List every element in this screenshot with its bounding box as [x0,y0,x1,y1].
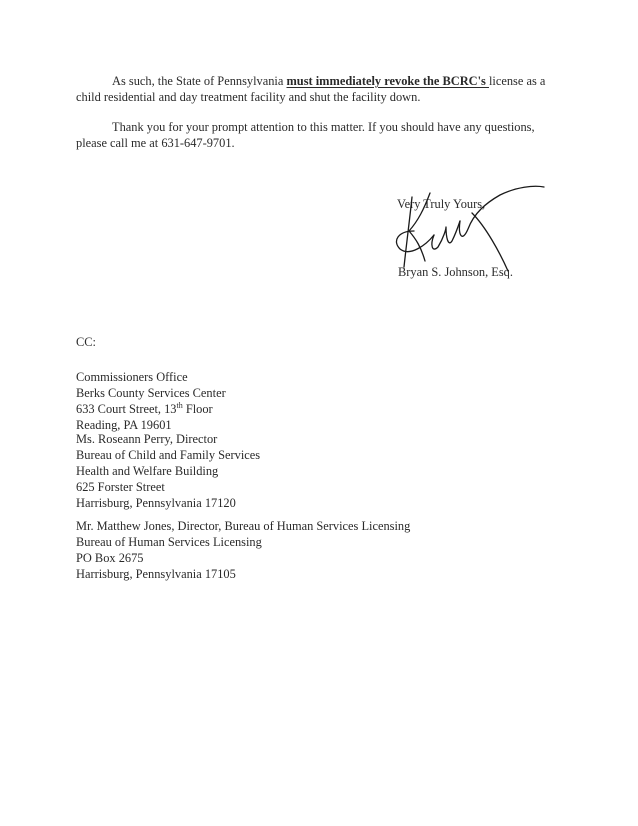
cc-label: CC: [76,335,96,349]
recipient-line: Ms. Roseann Perry, Director [76,432,218,446]
recipient-line: Health and Welfare Building [76,464,219,478]
closing-salutation: Very Truly Yours, [397,197,486,211]
handwritten-signature [376,183,556,275]
recipient-line: PO Box 2675 [76,551,144,565]
ordinal-suffix: th [176,400,183,410]
thank-you-paragraph [76,119,566,151]
recipient-line: Mr. Matthew Jones, Director, Bureau of Human Services Licensing [76,519,411,533]
revocation-text-start: As such, the State of Pennsylvania [112,74,287,88]
revocation-emphasis: must immediately revoke the BCRC's [286,74,489,88]
recipient-line: Berks County Services Center [76,386,226,400]
recipient-line: Bureau of Human Services Licensing [76,535,262,549]
recipient-city-line: Reading, PA 19601 [76,418,172,432]
revocation-paragraph [76,73,566,105]
signer-name: Bryan S. Johnson, Esq. [398,265,513,279]
street-suffix: Floor [182,402,213,416]
recipient-line: Harrisburg, Pennsylvania 17120 [76,496,236,510]
recipient-street-line [76,401,226,417]
street-prefix: 633 Court Street, 13 [76,402,177,416]
recipient-line: Bureau of Child and Family Services [76,448,261,462]
recipient-line: Commissioners Office [76,370,188,384]
revocation-text-end: license as a child residential and day treatment facility and shut the facility down. [76,74,546,104]
recipient-line: 625 Forster Street [76,480,165,494]
thank-you-text: Thank you for your prompt attention to this matter. If you should have any questions, please call me at 631-647-9701. [76,120,535,150]
recipient-line: Harrisburg, Pennsylvania 17105 [76,567,236,581]
recipient-block [76,431,260,511]
recipient-block [76,369,226,433]
recipient-block [76,518,410,582]
